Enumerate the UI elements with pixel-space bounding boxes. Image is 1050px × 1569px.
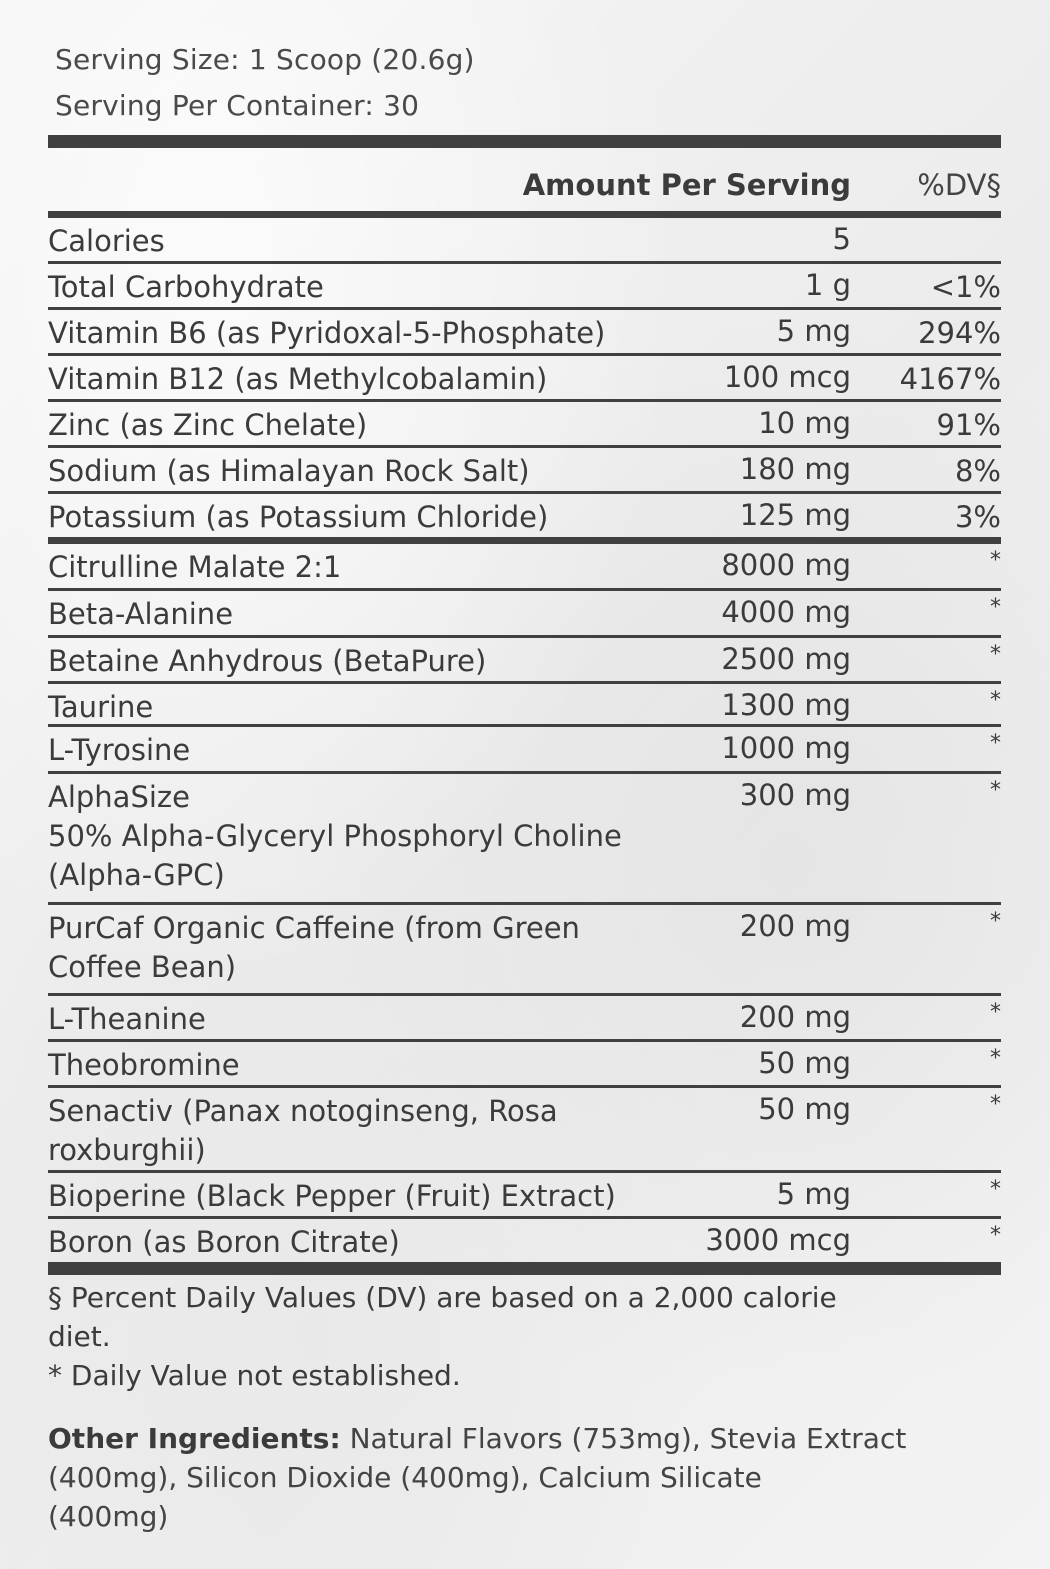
nutrient-row <box>48 264 1001 307</box>
nutrient-row <box>48 774 1001 902</box>
nutrient-amount: 1 g <box>804 268 851 302</box>
nutrient-row <box>48 218 1001 261</box>
top-rule <box>48 135 1001 148</box>
nutrient-daily-value: * <box>990 548 1001 573</box>
nutrient-name: Vitamin B12 (as Methylcobalamin) <box>48 362 548 396</box>
nutrient-amount: 1300 mg <box>721 688 851 722</box>
nutrient-amount: 50 mg <box>758 1046 851 1080</box>
nutrient-daily-value: * <box>990 1046 1001 1071</box>
nutrient-daily-value: * <box>990 1092 1001 1117</box>
star-footnote: * Daily Value not established. <box>48 1359 461 1392</box>
nutrient-amount: 5 mg <box>776 1177 851 1211</box>
nutrient-name: L-Tyrosine <box>48 733 191 767</box>
nutrient-name: Boron (as Boron Citrate) <box>48 1225 400 1259</box>
nutrient-name-line: AlphaSize <box>48 780 190 814</box>
row-divider <box>48 537 1001 544</box>
nutrient-row <box>48 1173 1001 1216</box>
nutrient-amount: 1000 mg <box>721 731 851 765</box>
nutrient-name: Beta-Alanine <box>48 597 234 631</box>
other-ingredients-text: (400mg), Silicon Dioxide (400mg), Calcium Silicate <box>48 1461 762 1494</box>
nutrient-row <box>48 727 1001 771</box>
nutrient-daily-value: * <box>990 1177 1001 1202</box>
other-ingredients-text: (400mg) <box>48 1500 169 1533</box>
nutrient-amount: 50 mg <box>758 1092 851 1126</box>
nutrient-amount: 8000 mg <box>721 548 851 582</box>
nutrient-name: Total Carbohydrate <box>48 270 324 304</box>
nutrient-amount: 300 mg <box>739 778 851 812</box>
nutrient-daily-value: * <box>990 595 1001 620</box>
facts-rows <box>48 218 1001 1262</box>
nutrient-row <box>48 1088 1001 1170</box>
nutrient-name-line: (Alpha-GPC) <box>48 858 225 892</box>
nutrient-row <box>48 1042 1001 1085</box>
nutrient-amount: 200 mg <box>739 1000 851 1034</box>
nutrient-daily-value: * <box>990 909 1001 934</box>
nutrient-row <box>48 591 1001 635</box>
nutrient-row <box>48 638 1001 681</box>
nutrient-row <box>48 402 1001 445</box>
amount-per-serving-header: Amount Per Serving <box>522 168 851 202</box>
nutrient-row <box>48 356 1001 399</box>
nutrient-daily-value: * <box>990 1000 1001 1025</box>
nutrient-daily-value: 8% <box>954 454 1001 488</box>
other-ingredients <box>48 1419 988 1536</box>
nutrient-amount: 100 mcg <box>723 360 851 394</box>
nutrient-amount: 125 mg <box>739 498 851 532</box>
nutrient-name: Taurine <box>48 690 154 724</box>
other-ingredients-text: Natural Flavors (753mg), Stevia Extract <box>340 1422 907 1455</box>
nutrient-amount: 4000 mg <box>721 595 851 629</box>
nutrient-row <box>48 684 1001 724</box>
nutrient-row <box>48 905 1001 993</box>
nutrient-daily-value: * <box>990 1223 1001 1248</box>
nutrient-name: Theobromine <box>48 1048 240 1082</box>
nutrient-name <box>48 1092 558 1170</box>
nutrient-name-line: roxburghii) <box>48 1133 206 1167</box>
nutrient-name: Betaine Anhydrous (BetaPure) <box>48 644 487 678</box>
nutrient-daily-value: * <box>990 642 1001 667</box>
column-header <box>48 148 1001 211</box>
nutrient-amount: 3000 mcg <box>705 1223 851 1257</box>
nutrient-amount: 180 mg <box>739 452 851 486</box>
nutrient-name: Vitamin B6 (as Pyridoxal-5-Phosphate) <box>48 316 606 350</box>
nutrient-name-line: PurCaf Organic Caffeine (from Green <box>48 911 580 945</box>
nutrient-name: Calories <box>48 224 165 258</box>
nutrient-amount: 5 mg <box>776 314 851 348</box>
nutrient-daily-value: <1% <box>930 270 1001 304</box>
nutrient-row <box>48 310 1001 353</box>
nutrient-daily-value: 3% <box>954 500 1001 534</box>
nutrient-row <box>48 494 1001 537</box>
nutrient-daily-value: * <box>990 688 1001 713</box>
nutrient-row <box>48 448 1001 491</box>
nutrient-name <box>48 778 622 895</box>
supplement-facts-panel <box>48 135 1001 1275</box>
nutrient-amount: 200 mg <box>739 909 851 943</box>
nutrient-daily-value: 294% <box>918 316 1001 350</box>
nutrient-name-line: Coffee Bean) <box>48 950 237 984</box>
nutrient-name-line: Senactiv (Panax notoginseng, Rosa <box>48 1094 558 1128</box>
nutrient-name: Sodium (as Himalayan Rock Salt) <box>48 454 530 488</box>
nutrient-name: L-Theanine <box>48 1002 206 1036</box>
other-ingredients-label: Other Ingredients: <box>48 1422 341 1455</box>
nutrient-row <box>48 544 1001 588</box>
nutrient-daily-value: * <box>990 731 1001 756</box>
dv-footnote <box>48 1278 978 1356</box>
nutrient-row <box>48 996 1001 1039</box>
nutrient-amount: 2500 mg <box>721 642 851 676</box>
serving-size: Serving Size: 1 Scoop (20.6g) <box>55 43 475 76</box>
servings-per-container: Serving Per Container: 30 <box>55 89 420 122</box>
nutrient-name: Bioperine (Black Pepper (Fruit) Extract) <box>48 1179 616 1213</box>
dv-footnote-line: § Percent Daily Values (DV) are based on a 2,000 calorie <box>48 1281 837 1314</box>
nutrient-daily-value: 91% <box>936 408 1001 442</box>
dv-footnote-line: diet. <box>48 1320 111 1353</box>
nutrient-amount: 5 <box>832 222 851 256</box>
nutrient-name: Citrulline Malate 2:1 <box>48 550 342 584</box>
nutrient-amount: 10 mg <box>758 406 851 440</box>
bottom-rule <box>48 1262 1001 1275</box>
nutrient-name-line: 50% Alpha-Glyceryl Phosphoryl Choline <box>48 819 622 853</box>
daily-value-header: %DV§ <box>917 168 1001 202</box>
nutrient-name: Potassium (as Potassium Chloride) <box>48 500 549 534</box>
nutrient-daily-value: * <box>990 778 1001 803</box>
header-rule <box>48 211 1001 218</box>
nutrient-name <box>48 909 580 987</box>
nutrient-daily-value: 4167% <box>899 362 1001 396</box>
nutrient-row <box>48 1219 1001 1262</box>
nutrient-name: Zinc (as Zinc Chelate) <box>48 408 368 442</box>
